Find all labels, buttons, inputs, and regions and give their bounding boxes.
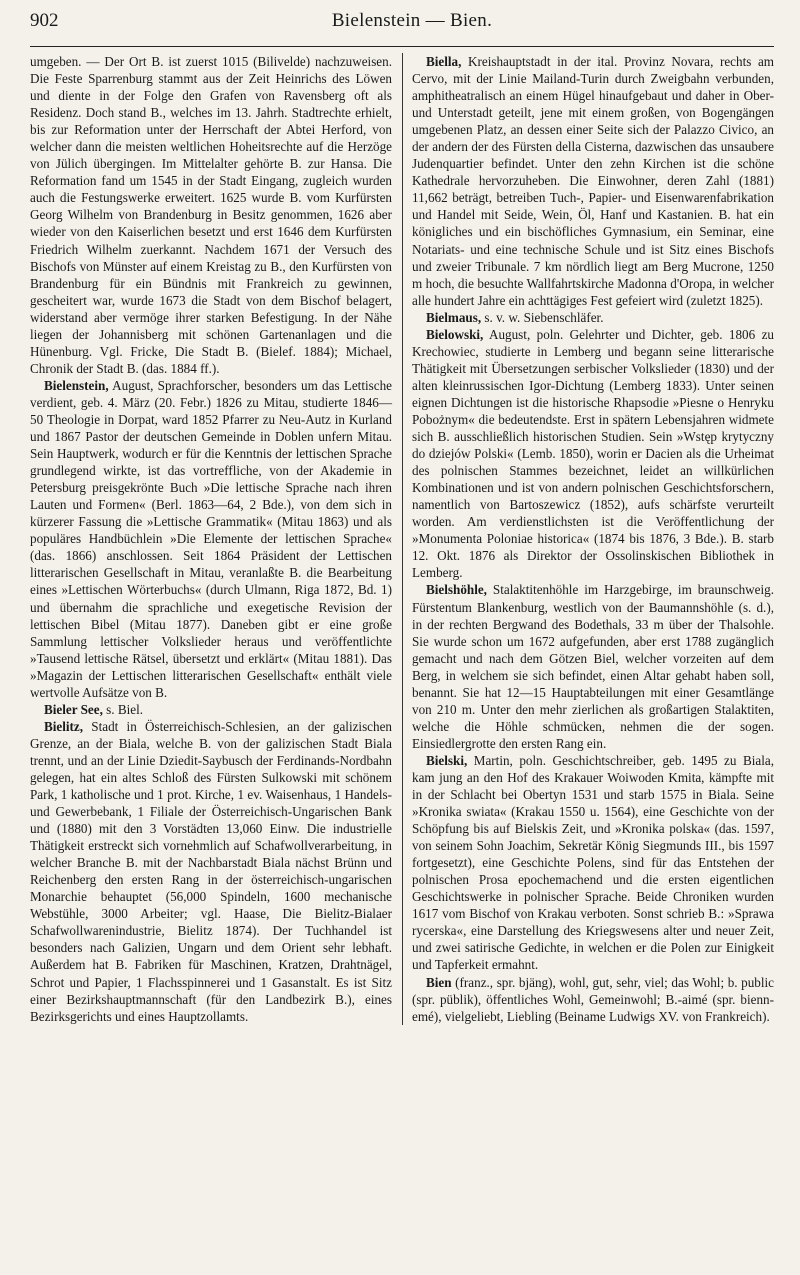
left-column <box>30 53 392 1025</box>
page-number: 902 <box>30 10 59 31</box>
entry-text: August, Sprachforscher, besonders um das Lettische verdient, geb. 4. März (20. Febr.) 1826 zu Mitau, studierte 1846—50 Theologie in Dorpat, ward 1852 Pfarrer zu Neu-Autz in Kurland und 1867 Pastor der deutschen Gemeinde in Doblen unfern Mitau. Sein Hauptwerk, wodurch er für die Kenntnis der lettischen Sprache grundlegend wirkte, ist das vortreffliche, von der Akademie in Petersburg preisgekrönte Buch »Die lettische Sprache nach ihren Lauten und Formen« (Berl. 1863—64, 2 Bde.), von dem sich in kürzerer Fassung die »Lettische Grammatik« (Mitau 1863) und als populäres Handbüchlein »Die Elemente der lettischen Sprache« (das. 1866) anschlossen. Seit 1864 Präsident der Lettischen litterarischen Gesellschaft in Mitau, veranlaßte B. die Bearbeitung eines »Lettischen Wörterbuchs« (durch Ulmann, Riga 1872, Bd. 1) und übernahm die sprachliche und exegetische Revision der lettischen Bibel (Mitau 1877). Daneben gibt er eine große Sammlung lettischer Volkslieder heraus und veröffentlichte »Tausend lettische Rätsel, übersetzt und erklärt« (Mitau 1881). Das »Magazin der Lettischen litterarischen Gesellschaft« enthält viele wertvolle Aufsätze von B. <box>30 377 392 700</box>
entry-text: Kreishauptstadt in der ital. Provinz Novara, rechts am Cervo, mit der Linie Mailand-Turin durch Zweigbahn verbunden, amphitheatralisch an einem Hügel hinaufgebaut und daher in Ober- und Unterstadt geteilt, jene mit einem großen, von Bogengängen umgebenen Platz, an dessen einer Seite sich der Palazzo Civico, an der andern der des Fürsten della Cisterna, dazwischen das unsaubere Judenquartier befindet. Unter den zehn Kirchen ist die schöne Kathedrale hervorzuheben. Die Einwohner, deren Zahl (1881) 11,662 beträgt, betreiben Tuch-, Papier- und Eisenwarenfabrikation und Handel mit Seide, Wein, Öl, Hanf und Kastanien. B. hat ein königliches und ein bischöfliches Gymnasium, ein Seminar, eine Notariats- und eine technische Schule und ist Sitz eines Bischofs und zweier Tribunale. 7 km nördlich liegt am Berg Mucrone, 1250 m hoch, die besuchte Wallfahrtskirche Madonna d'Oropa, in welcher alle hundert Jahre ein achttägiges Fest gefeiert wird (zuletzt 1825). <box>412 54 774 308</box>
headword: Biella, <box>426 54 462 69</box>
entry-bielenstein <box>30 377 392 701</box>
page-header <box>30 12 774 47</box>
headword: Bien <box>426 974 452 990</box>
headword: Bielski, <box>426 752 468 768</box>
entry-bielitz <box>30 718 392 1025</box>
entry-text: s. v. w. Siebenschläfer. <box>481 309 604 325</box>
column-divider <box>402 53 403 1025</box>
headword: Bielmaus, <box>426 309 482 325</box>
entry-text: Stalaktitenhöhle im Harzgebirge, im braunschweig. Fürstentum Blankenburg, westlich von der Baumannshöhle (s. d.), in der rechten Bergwand des Bodethals, 33 m über der Thalsohle. Sie wurde schon um 1672 aufgefunden, aber erst 1788 zugänglich gemacht und nach dem Götzen Biel, welcher vorzeiten auf dem Berg, in welchem sie sich befindet, einen Altar gehabt haben soll, benannt. Sie hat 12—15 Hauptabteilungen mit einer Gesamtlänge von 210 m. Unter den mehr zierlichen als großartigen Stalaktiten, welche die Höhle schmücken, nehmen die der sogen. Einsiedlergrotte den ersten Rang ein. <box>412 582 774 751</box>
headword: Bielenstein, <box>44 377 109 393</box>
entry-biella <box>412 53 774 309</box>
entry-bielmaus <box>412 309 774 326</box>
text-columns <box>30 53 774 1025</box>
entry-text: Martin, poln. Geschichtschreiber, geb. 1495 zu Biala, kam jung an den Hof des Krakauer Woiwoden Kmita, kämpfte mit in der Schlacht bei Obertyn 1531 und starb 1575 in Biala. Seine »Kronika swiata« (Krakau 1550 u. 1564), eine Geschichte von der Schöpfung bis auf Bielskis Zeit, und »Kronika polska« (das. 1597, von seinem Sohn Joachim, Sekretär König Siegmunds III., bis 1597 fortgesetzt), eine Geschichte Polens, sind für das Entstehen der polnischen Prosa epochemachend und die ersten eigentlichen Geschichtswerke in polnischer Sprache. Beide Chroniken wurden 1617 vom Bischof von Krakau verboten. Sonst schrieb B.: »Sprawa rycerska«, eine Darstellung des Kriegswesens alter und neuer Zeit, und zwei satirische Gedichte, in welchen er die Polen zur Einigkeit und Tapferkeit ermahnt. <box>412 752 774 973</box>
entry-text: Stadt in Österreichisch-Schlesien, an der galizischen Grenze, an der Biala, welche B. von der galizischen Stadt Biala trennt, und an der Linie Dziedit-Saybusch der Ferdinands-Nordbahn gelegen, hat ein altes Schloß des Fürsten Sulkowski mit schönem Park, 1 katholische und 1 prot. Kirche, 1 ev. Waisenhaus, 1 Handels- und Gewerbebank, 1 Filiale der Österreichisch-Ungarischen Bank und (1880) mit den 3 Vorstädten 13,060 Einw. Die industrielle Thätigkeit erstreckt sich vornehmlich auf Schafwollverarbeitung, in welcher Branche B. mit der Nachbarstadt Biala nächst Brünn und Reichenberg den ersten Rang in der österreichisch-ungarischen Monarchie behauptet (56,000 Spindeln, 1600 mechanische Webstühle, 3000 Arbeiter; vgl. Haase, Die Bielitz-Bialaer Schafwollwarenindustrie, Bielitz 1874). Der Tuchhandel ist besonders nach Galizien, Ungarn und dem Orient sehr lebhaft. Außerdem hat B. Fabriken für Maschinen, Kratzen, Drahtnägel, Schrot und Papier, 1 Flachsspinnerei und 1 Gasanstalt. Es ist Sitz einer Bezirkshauptmannschaft (für den Landbezirk B.), eines Bezirksgerichts und eines Hauptzollamts. <box>30 718 392 1024</box>
right-column <box>412 53 774 1025</box>
entry-text: (franz., spr. bjäng), wohl, gut, sehr, viel; das Wohl; b. public (spr. püblik), öffentliches Wohl, Gemeinwohl; B.-aimé (spr. bienn-emé), vielgeliebt, Liebling (Beiname Ludwigs XV. von Frankreich). <box>412 974 774 1024</box>
entry-bielski <box>412 752 774 974</box>
running-title: Bielenstein — Bien. <box>331 10 493 31</box>
headword: Bieler See, <box>44 701 103 717</box>
entry-bielshoehle <box>412 581 774 751</box>
headword: Bielshöhle, <box>426 582 487 598</box>
entry-bieler-see <box>30 701 392 718</box>
headword: Bielitz, <box>44 718 84 734</box>
entry-bielowski <box>412 326 774 582</box>
entry-text: August, poln. Gelehrter und Dichter, geb. 1806 zu Krechowiec, studierte in Lemberg und begann seine litterarische Thätigkeit mit Übersetzungen serbischer Volkslieder (1830) und der alten kleinrussischen Igor-Dichtung (Lemberg 1833). Unter seinen eignen Dichtungen ist die historische Rhapsodie »Piesne o Henryku Pobożnym« die bedeutendste. Erst in spätern Lebensjahren widmete sich B. ausschließlich historischen Studien. Sein »Wstęp krytyczny do dziejów Polski« (Lemb. 1850), worin er Dacien als die Urheimat des polnischen Stammes bezeichnet, leidet an willkürlichen Kombinationen und ist von andern polnischen Geschichtsforschern, namentlich von Bartoszewicz (1852), aufs schärfste verurteilt worden. Am verdienstlichsten ist die Veröffentlichung der »Monumenta Poloniae historica« (1874 bis 1876, 3 Bde.). B. starb 12. Okt. 1876 als Direktor der Ossolinskischen Bibliothek in Lemberg. <box>412 326 774 581</box>
entry-bien <box>412 974 774 1025</box>
headword: Bielowski, <box>426 326 484 342</box>
entry-text: s. Biel. <box>102 701 144 717</box>
entry-bielefeld-continued: umgeben. — Der Ort B. ist zuerst 1015 (Bilivelde) nachzuweisen. Die Feste Sparrenburg stammt aus der Zeit Heinrichs des Löwen und diente in der Folge den Grafen von Ravensberg oft als Residenz. Doch stand B., welches im 13. Jahrh. Stadtrechte erhielt, bis zur Reformation unter der Herrschaft der Abtei Herford, von welcher dann die meisten weltlichen Hoheitsrechte auf die Herzöge von Jülich übergingen. Im Mittelalter gehörte B. zur Hansa. Die Reformation fand um 1545 in der Stadt Eingang, zugleich wurden auch die Festungswerke erweitert. 1625 wurde B. vom Kurfürsten Georg Wilhelm von Brandenburg in Besitz genommen, 1626 aber wieder von den Kaiserlichen besetzt und erst 1646 dem Kurfürsten Friedrich Wilhelm zuerkannt. Nachdem 1671 der Versuch des Bischofs von Münster auf einem Kreistag zu B., den Kurfürsten von Brandenburg für ein Bündnis mit Frankreich zu gewinnen, gescheitert war, wurde 1673 die Stadt von dem Bischof belagert, widerstand aber vermöge ihrer starken Befestigung. In der Nähe liegen der Johannisberg mit schönen Gartenanlagen und die Hünenburg. Vgl. Fricke, Die Stadt B. (Bielef. 1884); Michael, Chronik der Stadt B. (das. 1884 ff.). <box>30 54 392 376</box>
